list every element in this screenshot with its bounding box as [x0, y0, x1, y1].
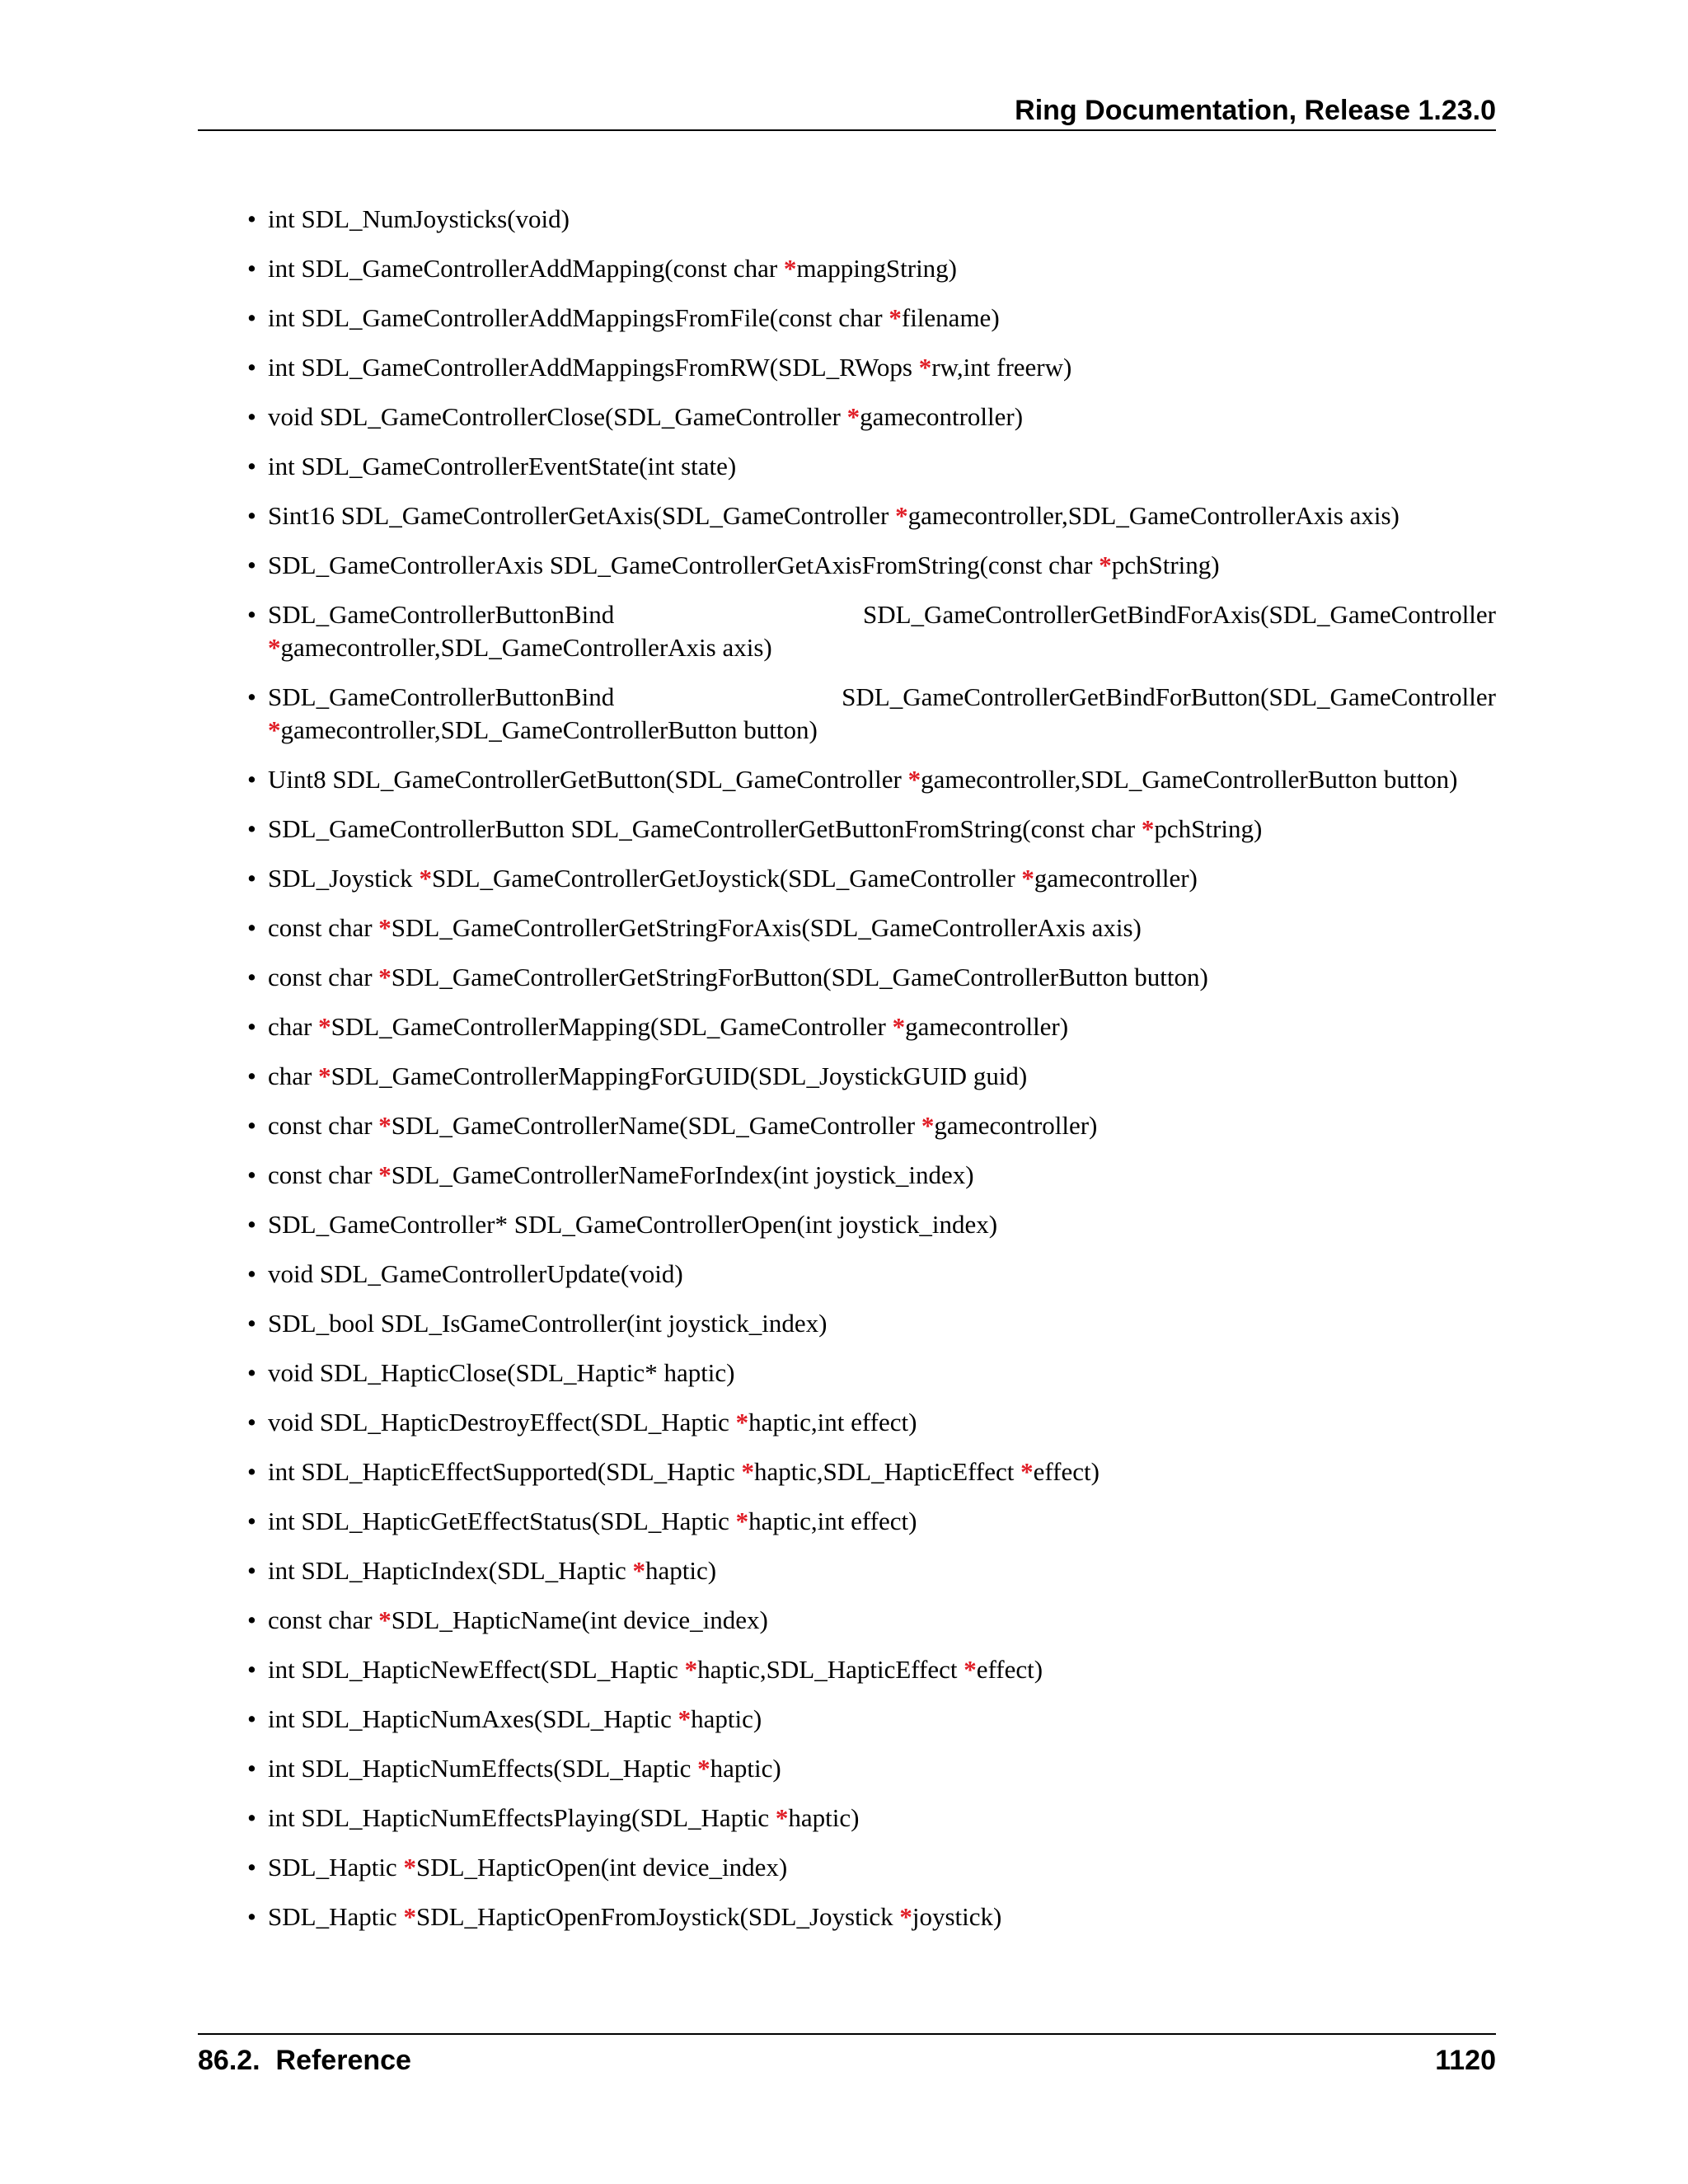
- pointer-asterisk: *: [899, 1902, 912, 1931]
- function-signature: int SDL_GameControllerEventState(int state): [268, 452, 737, 480]
- pointer-asterisk: *: [918, 353, 932, 382]
- function-list-item: [247, 401, 1496, 434]
- bullet-icon: •: [247, 1605, 256, 1634]
- pointer-asterisk: *: [889, 303, 902, 332]
- function-list-item: [247, 598, 1496, 664]
- function-list-item: [247, 763, 1496, 796]
- pointer-asterisk: *: [964, 1655, 977, 1684]
- bullet-icon: •: [247, 1704, 256, 1733]
- function-list-item: [247, 1159, 1496, 1192]
- function-list-item: [247, 1060, 1496, 1093]
- function-list-item: [247, 549, 1496, 582]
- function-signature: int SDL_HapticNewEffect(SDL_Haptic *haptic,SDL_HapticEffect *effect): [268, 1655, 1043, 1684]
- function-signature: int SDL_HapticNumAxes(SDL_Haptic *haptic): [268, 1704, 762, 1733]
- pointer-asterisk: *: [684, 1655, 698, 1684]
- pointer-asterisk: *: [419, 864, 432, 893]
- bullet-icon: •: [247, 204, 256, 233]
- function-signature: const char *SDL_GameControllerNameForIndex(int joystick_index): [268, 1160, 974, 1189]
- function-list-item: [247, 912, 1496, 944]
- function-list-item: [247, 1455, 1496, 1488]
- function-signature: const char *SDL_GameControllerName(SDL_GameController *gamecontroller): [268, 1111, 1098, 1140]
- function-list-item: [247, 351, 1496, 384]
- function-signature: const char *SDL_HapticName(int device_index): [268, 1605, 768, 1634]
- function-list-item: [247, 450, 1496, 483]
- pointer-asterisk: *: [735, 1408, 749, 1436]
- function-signature: SDL_Joystick *SDL_GameControllerGetJoystick(SDL_GameController *gamecontroller): [268, 864, 1198, 893]
- function-signature: SDL_Haptic *SDL_HapticOpenFromJoystick(SDL_Joystick *joystick): [268, 1902, 1002, 1931]
- pointer-asterisk: *: [921, 1111, 935, 1140]
- bullet-icon: •: [247, 963, 256, 991]
- function-list-item: [247, 203, 1496, 236]
- function-list-item: [247, 1802, 1496, 1835]
- function-list-item: [247, 961, 1496, 994]
- function-signature: SDL_GameController* SDL_GameControllerOpen(int joystick_index): [268, 1210, 998, 1239]
- pointer-asterisk: *: [775, 1803, 789, 1832]
- pointer-asterisk: *: [1099, 551, 1112, 579]
- pointer-asterisk: *: [892, 1012, 906, 1041]
- function-signature: SDL_GameControllerAxis SDL_GameControllerGetAxisFromString(const char *pchString): [268, 551, 1220, 579]
- pointer-asterisk: *: [268, 715, 281, 744]
- bullet-icon: •: [247, 1655, 256, 1684]
- pointer-asterisk: *: [378, 1111, 392, 1140]
- pointer-asterisk: *: [741, 1457, 755, 1486]
- pointer-asterisk: *: [318, 1062, 331, 1090]
- bullet-icon: •: [247, 1111, 256, 1140]
- pointer-asterisk: *: [632, 1556, 646, 1585]
- function-list-item: [247, 1653, 1496, 1686]
- function-signature: int SDL_GameControllerAddMappingsFromRW(SDL_RWops *rw,int freerw): [268, 353, 1072, 382]
- bullet-icon: •: [247, 452, 256, 480]
- function-list-item: [247, 1554, 1496, 1587]
- bullet-icon: •: [247, 501, 256, 530]
- function-list: [247, 203, 1496, 1933]
- bullet-icon: •: [247, 551, 256, 579]
- bullet-icon: •: [247, 1160, 256, 1189]
- function-list-item: [247, 1703, 1496, 1736]
- bullet-icon: •: [247, 600, 256, 629]
- function-list-item: [247, 681, 1496, 747]
- pointer-asterisk: *: [378, 1605, 392, 1634]
- footer-section-title: 86.2. Reference: [198, 2045, 411, 2076]
- header-rule: [198, 129, 1496, 131]
- bullet-icon: •: [247, 1853, 256, 1882]
- bullet-icon: •: [247, 1803, 256, 1832]
- function-signature: int SDL_GameControllerAddMapping(const char *mappingString): [268, 254, 958, 283]
- bullet-icon: •: [247, 254, 256, 283]
- function-signature: void SDL_GameControllerUpdate(void): [268, 1259, 683, 1288]
- function-list-item: [247, 1505, 1496, 1538]
- pointer-asterisk: *: [378, 1160, 392, 1189]
- function-signature: SDL_GameControllerButtonBind SDL_GameControllerGetBindForAxis(SDL_GameController *gamecontroller,SDL_GameControllerAxis axis): [268, 600, 1496, 662]
- function-list-item: [247, 1307, 1496, 1340]
- function-signature: int SDL_HapticIndex(SDL_Haptic *haptic): [268, 1556, 717, 1585]
- pointer-asterisk: *: [403, 1902, 416, 1931]
- bullet-icon: •: [247, 1062, 256, 1090]
- function-signature: Sint16 SDL_GameControllerGetAxis(SDL_GameController *gamecontroller,SDL_GameControllerAxis axis): [268, 501, 1400, 530]
- function-list-item: [247, 302, 1496, 335]
- function-list-item: [247, 1406, 1496, 1439]
- function-list-item: [247, 862, 1496, 895]
- function-list-item: [247, 1208, 1496, 1241]
- function-signature: void SDL_HapticDestroyEffect(SDL_Haptic *haptic,int effect): [268, 1408, 917, 1436]
- function-list-item: [247, 252, 1496, 285]
- function-list-item: [247, 1357, 1496, 1390]
- function-list-item: [247, 1851, 1496, 1884]
- pointer-asterisk: *: [378, 963, 392, 991]
- bullet-icon: •: [247, 1408, 256, 1436]
- bullet-icon: •: [247, 913, 256, 942]
- bullet-icon: •: [247, 1012, 256, 1041]
- function-signature: void SDL_GameControllerClose(SDL_GameController *gamecontroller): [268, 402, 1024, 431]
- bullet-icon: •: [247, 1556, 256, 1585]
- bullet-icon: •: [247, 1902, 256, 1931]
- pointer-asterisk: *: [907, 765, 921, 794]
- function-signature: int SDL_GameControllerAddMappingsFromFile(const char *filename): [268, 303, 1000, 332]
- function-signature: const char *SDL_GameControllerGetStringForButton(SDL_GameControllerButton button): [268, 963, 1208, 991]
- bullet-icon: •: [247, 1309, 256, 1338]
- bullet-icon: •: [247, 353, 256, 382]
- bullet-icon: •: [247, 303, 256, 332]
- pointer-asterisk: *: [318, 1012, 331, 1041]
- bullet-icon: •: [247, 682, 256, 711]
- bullet-icon: •: [247, 1210, 256, 1239]
- pointer-asterisk: *: [735, 1507, 749, 1535]
- function-signature: int SDL_NumJoysticks(void): [268, 204, 570, 233]
- function-signature: char *SDL_GameControllerMappingForGUID(SDL_JoystickGUID guid): [268, 1062, 1028, 1090]
- pointer-asterisk: *: [403, 1853, 416, 1882]
- bullet-icon: •: [247, 1358, 256, 1387]
- function-list-item: [247, 1109, 1496, 1142]
- page-header-title: Ring Documentation, Release 1.23.0: [1015, 95, 1496, 126]
- bullet-icon: •: [247, 1754, 256, 1783]
- function-signature: void SDL_HapticClose(SDL_Haptic* haptic): [268, 1358, 735, 1387]
- bullet-icon: •: [247, 402, 256, 431]
- pointer-asterisk: *: [846, 402, 860, 431]
- function-signature: SDL_GameControllerButtonBind SDL_GameControllerGetBindForButton(SDL_GameController *gamecontroller,SDL_GameControllerButton button): [268, 682, 1496, 744]
- function-signature: int SDL_HapticNumEffects(SDL_Haptic *haptic): [268, 1754, 781, 1783]
- function-signature: SDL_GameControllerButton SDL_GameControllerGetButtonFromString(const char *pchString): [268, 814, 1263, 843]
- footer-page-number: 1120: [1435, 2045, 1496, 2076]
- pointer-asterisk: *: [678, 1704, 692, 1733]
- function-list-item: [247, 1752, 1496, 1785]
- pointer-asterisk: *: [1141, 814, 1155, 843]
- function-list-item: [247, 1900, 1496, 1933]
- function-signature: const char *SDL_GameControllerGetStringForAxis(SDL_GameControllerAxis axis): [268, 913, 1142, 942]
- function-list-item: [247, 1258, 1496, 1291]
- pointer-asterisk: *: [1021, 864, 1034, 893]
- function-list-item: [247, 813, 1496, 846]
- function-signature: int SDL_HapticGetEffectStatus(SDL_Haptic *haptic,int effect): [268, 1507, 917, 1535]
- bullet-icon: •: [247, 814, 256, 843]
- bullet-icon: •: [247, 765, 256, 794]
- pointer-asterisk: *: [268, 633, 281, 662]
- function-signature: int SDL_HapticEffectSupported(SDL_Haptic *haptic,SDL_HapticEffect *effect): [268, 1457, 1100, 1486]
- bullet-icon: •: [247, 1259, 256, 1288]
- function-signature: Uint8 SDL_GameControllerGetButton(SDL_GameController *gamecontroller,SDL_GameControllerButton button): [268, 765, 1458, 794]
- bullet-icon: •: [247, 864, 256, 893]
- function-list-item: [247, 499, 1496, 532]
- pointer-asterisk: *: [697, 1754, 710, 1783]
- footer-rule: [198, 2033, 1496, 2035]
- pointer-asterisk: *: [1020, 1457, 1034, 1486]
- function-signature: int SDL_HapticNumEffectsPlaying(SDL_Haptic *haptic): [268, 1803, 860, 1832]
- function-list-item: [247, 1604, 1496, 1637]
- function-signature: SDL_bool SDL_IsGameController(int joystick_index): [268, 1309, 828, 1338]
- pointer-asterisk: *: [378, 913, 392, 942]
- function-signature: SDL_Haptic *SDL_HapticOpen(int device_index): [268, 1853, 788, 1882]
- bullet-icon: •: [247, 1457, 256, 1486]
- function-list-item: [247, 1010, 1496, 1043]
- bullet-icon: •: [247, 1507, 256, 1535]
- pointer-asterisk: *: [895, 501, 908, 530]
- function-signature: char *SDL_GameControllerMapping(SDL_GameController *gamecontroller): [268, 1012, 1069, 1041]
- pointer-asterisk: *: [783, 254, 797, 283]
